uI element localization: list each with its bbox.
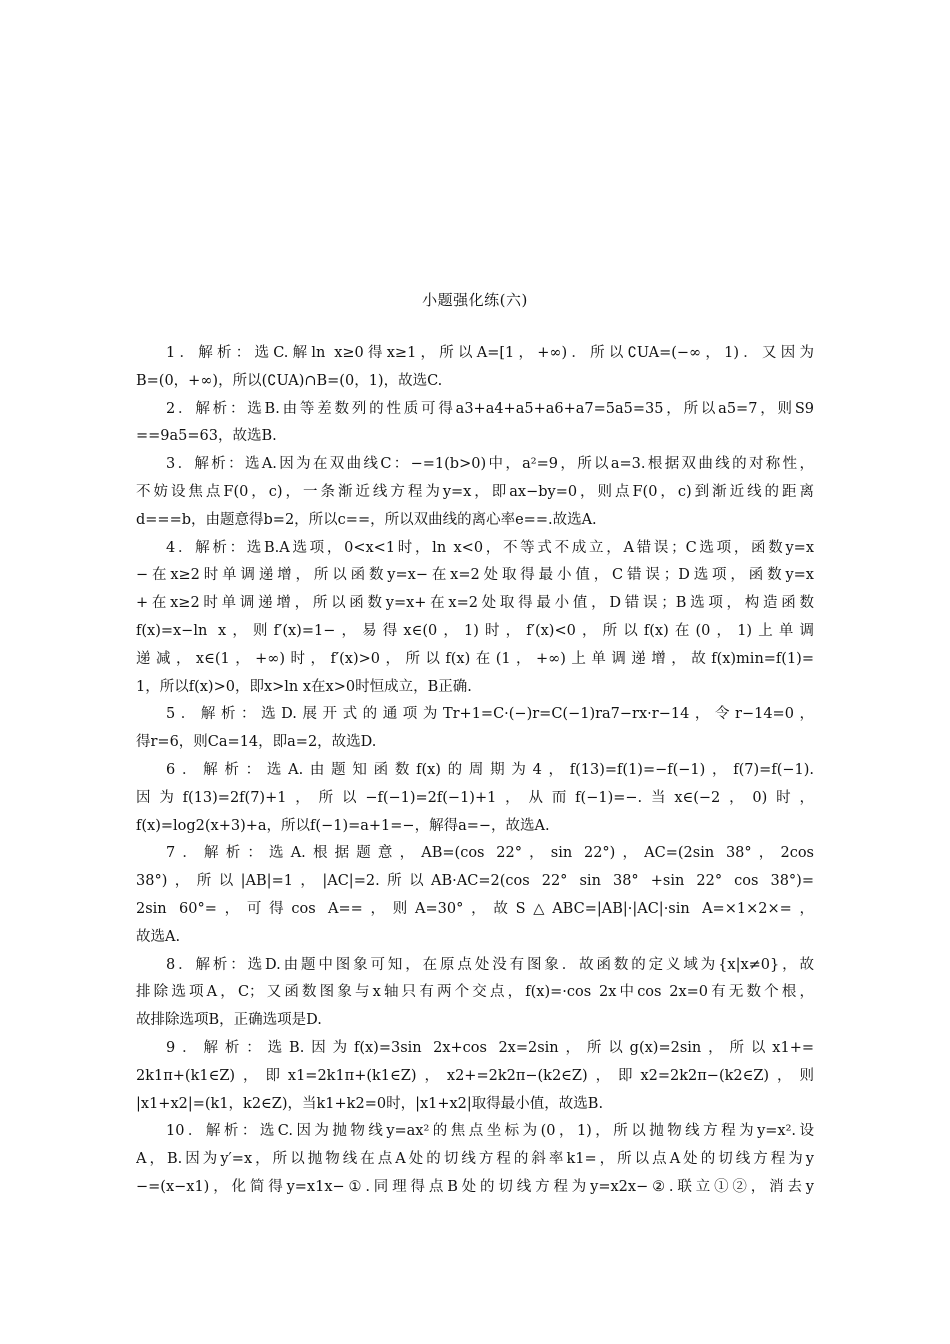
solution-paragraph [136, 451, 814, 534]
text-line: 3．解析：选A.因为在双曲线C：−=1(b>0)中，a²=9，所以a=3.根据双曲线的对称性， [166, 456, 814, 473]
text-line: 1，所以f(x)>0，即x>ln x在x>0时恒成立，B正确. [136, 678, 472, 695]
text-line: 2k1π+(k1∈Z)，即x1=2k1π+(k1∈Z)，x2+=2k2π−(k2∈Z)，即x2=2k2π−(k2∈Z)，则 [136, 1067, 814, 1084]
text-line: 因为f(13)=2f(7)+1，所以−f(−1)=2f(−1)+1，从而f(−1)=−.当x∈(−2，0)时， [136, 789, 814, 806]
text-line: 38°)，所以|AB|=1，|AC|=2.所以AB·AC=2(cos 22° sin 38° +sin 22° cos 38°)= [136, 873, 814, 890]
solution-paragraph [136, 396, 814, 452]
text-line: d===b，由题意得b=2，所以c==，所以双曲线的离心率e==.故选A. [136, 511, 597, 528]
text-line: f(x)=log2(x+3)+a，所以f(−1)=a+1=−，解得a=−，故选A. [136, 817, 550, 834]
solution-paragraph [136, 1035, 814, 1118]
text-line: 2．解析：选B.由等差数列的性质可得a3+a4+a5+a6+a7=5a5=35，所以a5=7，则S9 [166, 400, 814, 417]
text-line: 排除选项A，C；又函数图象与x轴只有两个交点，f(x)=·cos 2x中cos 2x=0有无数个根， [136, 984, 814, 1001]
text-line: 8．解析：选D.由题中图象可知，在原点处没有图象．故函数的定义域为{x|x≠0}，故 [166, 956, 814, 973]
text-line: 得r=6，则Ca=14，即a=2，故选D. [136, 734, 377, 751]
solution-paragraph [136, 952, 814, 1035]
solution-paragraph [136, 840, 814, 951]
text-line: −=(x−x1)，化简得y=x1x−①.同理得点B处的切线方程为y=x2x−②.联立①②，消去y [136, 1178, 814, 1195]
text-line: 10．解析：选C.因为抛物线y=ax²的焦点坐标为(0，1)，所以抛物线方程为y=x².设 [166, 1123, 814, 1140]
text-line: |x1+x2|=(k1，k2∈Z)，当k1+k2=0时，|x1+x2|取得最小值，故选B. [136, 1095, 604, 1112]
text-line: 故选A. [136, 928, 181, 945]
text-line: 6．解析：选A.由题知函数f(x)的周期为4，f(13)=f(1)=−f(−1)，f(7)=f(−1). [166, 761, 814, 778]
text-line: 1．解析：选C.解ln x≥0得x≥1，所以A=[1，+∞)．所以∁UA=(−∞，1)．又因为 [166, 345, 814, 361]
text-line: A，B.因为y′=x，所以抛物线在点A处的切线方程的斜率k1=，所以点A处的切线方程为y [136, 1151, 814, 1168]
text-line: B=(0，+∞)，所以(∁UA)∩B=(0，1)，故选C. [136, 372, 443, 389]
page-title: 小题强化练(六) [422, 291, 528, 309]
text-line: 递减，x∈(1，+∞)时，f′(x)>0，所以f(x)在(1，+∞)上单调递增，故f(x)min=f(1)= [136, 650, 814, 667]
text-line: 不妨设焦点F(0，c)，一条渐近线方程为y=x，即ax−by=0，则点F(0，c)到渐近线的距离 [136, 483, 814, 500]
text-line: 9．解析：选B.因为f(x)=3sin 2x+cos 2x=2sin，所以g(x)=2sin，所以x1+= [166, 1039, 814, 1056]
text-line: 5．解析：选D.展开式的通项为Tr+1=C·(−)r=C(−1)ra7−rx·r−14，令r−14=0， [166, 706, 814, 723]
text-line: 4．解析：选B.A选项，0<x<1时，ln x<0，不等式不成立，A错误；C选项，函数y=x [166, 539, 814, 556]
text-line: −在x≥2时单调递增，所以函数y=x−在x=2处取得最小值，C错误；D选项，函数y=x [136, 567, 814, 584]
text-line: +在x≥2时单调递增，所以函数y=x+在x=2处取得最小值，D错误；B选项，构造函数 [136, 595, 814, 612]
solution-paragraph [136, 535, 814, 702]
solution-paragraph [136, 1118, 814, 1201]
text-line: f(x)=x−ln x，则f′(x)=1−，易得x∈(0，1)时，f′(x)<0，所以f(x)在(0，1)上单调 [136, 622, 814, 639]
solution-paragraph [136, 340, 814, 396]
text-line: ==9a5=63，故选B. [136, 428, 277, 445]
solution-paragraph [136, 701, 814, 757]
solution-paragraph [136, 757, 814, 840]
solution-body [136, 340, 814, 1202]
text-line: 7．解析：选A.根据题意，AB=(cos 22°，sin 22°)，AC=(2sin 38°，2cos [166, 845, 814, 862]
text-line: 2sin 60°=，可得cos A==，则A=30°，故S△ABC=|AB|·|AC|·sin A=×1×2×=， [136, 900, 814, 917]
text-line: 故排除选项B，正确选项是D. [136, 1012, 322, 1029]
